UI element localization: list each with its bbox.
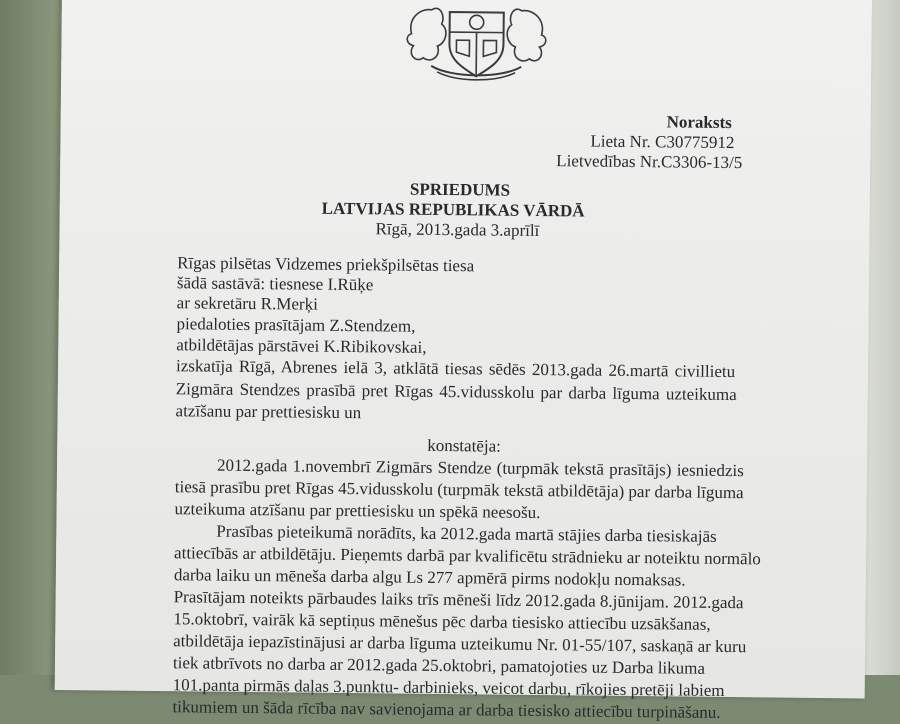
- body-line: darba laiku un mēneša darba algu Ls 277 apmērā pirms nodokļu nomaksas.: [174, 565, 686, 590]
- court-line: Zigmāra Stendzes prasībā pret Rīgas 45.vidusskolu par darba līguma uzteikuma: [176, 379, 737, 405]
- place-and-date: Rīgā, 2013.gada 3.aprīlī: [375, 219, 539, 241]
- body-line: attiecībās ar atbildētāju. Pieņemts darbā par kvalificētu strādnieku ar noteiktu normālo: [174, 543, 761, 569]
- record-number: Lietvedības Nr.C3306-13/5: [556, 151, 742, 173]
- body-line: 15.oktobrī, vairāk kā septiņus mēnešus pēc darba tiesisko attiecību uzsākšanas,: [173, 609, 710, 635]
- court-line: piedaloties prasītājam Z.Stendzem,: [176, 314, 415, 337]
- court-line: atbildētājas pārstāvei K.Ribikovskai,: [176, 335, 426, 358]
- judgment-title: SPRIEDUMS: [410, 180, 510, 201]
- body-line: tiesā prasību pret Rīgas 45.vidusskolu (turpmāk tekstā atbildētāja) par darba līguma: [175, 477, 744, 503]
- body-line: 101.panta pirmās daļas 3.punktu- darbinieks, veicot darbu, rīkojies pretēji labiem: [173, 675, 725, 701]
- court-line: šādā sastāvā: tiesnese I.Rūķe: [177, 273, 374, 295]
- case-number: Lieta Nr. C30775912: [590, 132, 734, 154]
- section-heading: konstatēja:: [427, 436, 501, 457]
- judgment-subtitle: LATVIJAS REPUBLIKAS VĀRDĀ: [322, 199, 585, 222]
- court-line: izskatīja Rīgā, Abrenes ielā 3, atklātā tiesas sēdēs 2013.gada 26.martā civillietu: [176, 356, 735, 382]
- court-line: atzīšanu par prettiesisku un: [175, 401, 361, 423]
- court-line: ar sekretāru R.Merķi: [177, 293, 318, 314]
- body-line: tiek atbrīvots no darba ar 2012.gada 25.oktobri, pamatojoties uz Darba likuma: [173, 653, 705, 679]
- body-line: Prasītājam noteikts pārbaudes laiks trīs mēneši līdz 2012.gada 8.jūnijam. 2012.gada: [174, 587, 744, 613]
- body-line: 2012.gada 1.novembrī Zigmārs Stendze (turpmāk tekstā prasītājs) iesniedzis: [217, 456, 744, 482]
- body-line: atbildētāja iepazīstinājusi ar darba līguma uzteikumu Nr. 01-55/107, saskaņā ar kuru: [173, 631, 746, 657]
- body-line: Prasības pieteikumā norādīts, ka 2012.gada martā stājies darba tiesiskajās: [216, 522, 717, 547]
- copy-label: Noraksts: [667, 112, 732, 133]
- document-page: [55, 0, 872, 698]
- court-line: Rīgas pilsētas Vidzemes priekšpilsētas tiesa: [177, 253, 474, 276]
- body-line: uzteikuma atzīšanu par prettiesisku un spēkā neesošu.: [174, 499, 540, 523]
- body-line: tikumiem un šāda rīcība nav savienojama ar darba tiesisko attiecību turpināšanu.: [172, 697, 720, 723]
- coat-of-arms-emblem: [401, 0, 552, 85]
